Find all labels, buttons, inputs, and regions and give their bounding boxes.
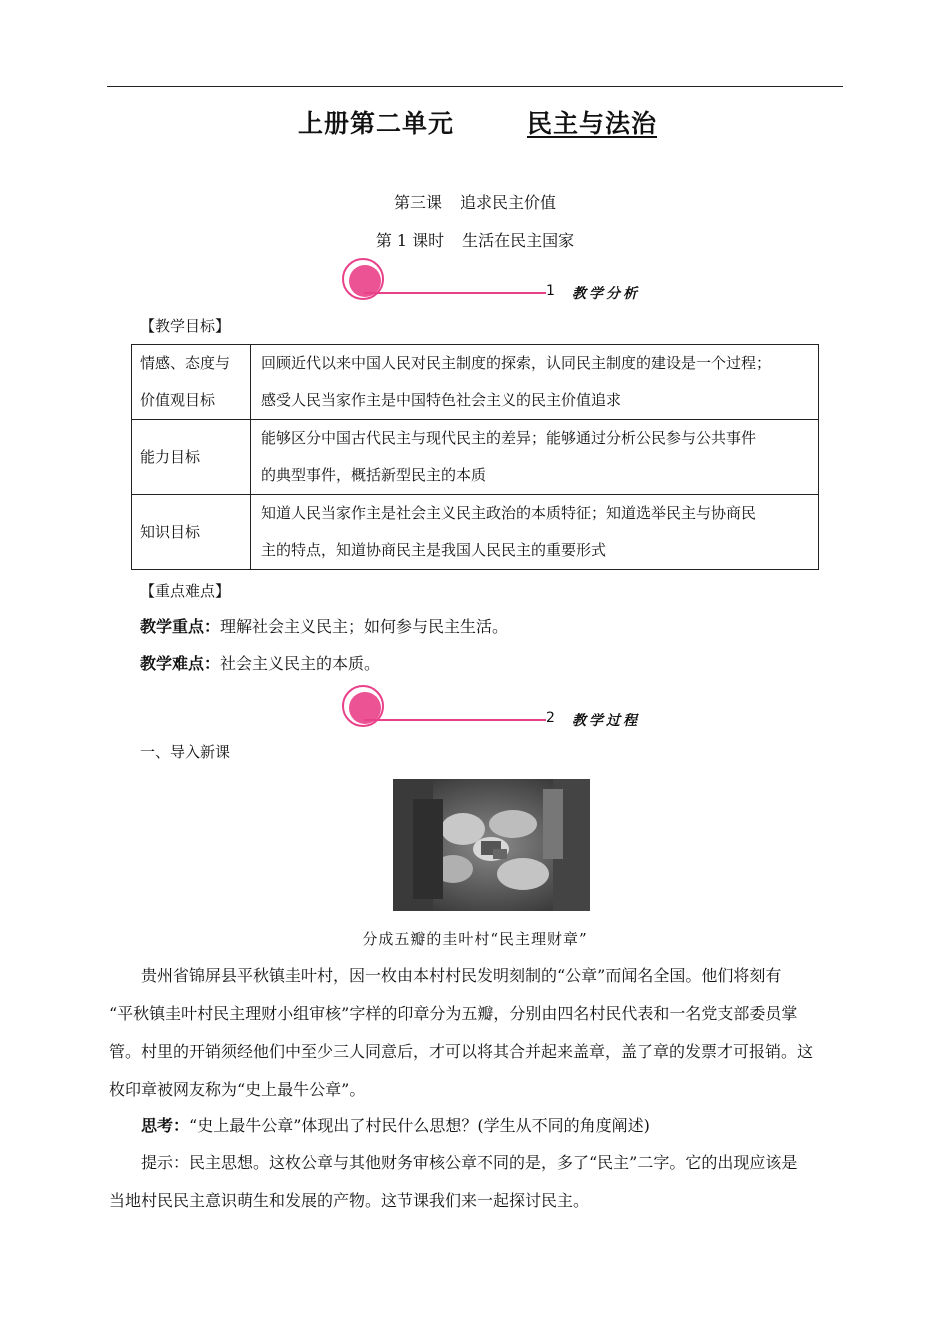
objectives-table <box>131 344 819 570</box>
story-line: “平秋镇圭叶村民主理财小组审核”字样的印章分为五瓣，分别由四名村民代表和一名党支部委员掌 <box>109 1004 798 1023</box>
objective-key <box>132 345 251 420</box>
objective-value <box>251 420 819 495</box>
hint-paragraph <box>109 1144 843 1220</box>
section-number: 1 <box>546 283 555 299</box>
marker-line <box>364 292 546 294</box>
hint-line: 当地村民民主意识萌生和发展的产物。这节课我们来一起探讨民主。 <box>109 1191 590 1210</box>
section-number: 2 <box>546 710 555 726</box>
story-paragraph <box>109 957 843 1109</box>
difficulty-text: 社会主义民主的本质。 <box>220 654 381 673</box>
objective-line: 回顾近代以来中国人民对民主制度的探索，认同民主制度的建设是一个过程； <box>261 354 772 372</box>
unit-name: 上册第二单元 <box>298 109 455 138</box>
difficulty <box>140 645 840 683</box>
objective-line: 感受人民当家作主是中国特色社会主义的民主价值追求 <box>261 391 622 409</box>
seal-photo <box>393 779 590 911</box>
table-row <box>132 495 819 570</box>
lesson-title <box>0 190 950 213</box>
period-title <box>0 228 950 251</box>
objective-line: 的典型事件，概括新型民主的本质 <box>261 466 487 484</box>
objective-line: 知道人民当家作主是社会主义民主政治的本质特征；知道选举民主与协商民 <box>261 504 757 522</box>
objective-value <box>251 495 819 570</box>
objective-key: 能力目标 <box>132 420 251 495</box>
think-text: “史上最牛公章”体现出了村民什么思想？(学生从不同的角度阐述) <box>189 1116 650 1135</box>
story-line: 贵州省锦屏县平秋镇圭叶村，因一枚由本村村民发明刻制的“公章”而闻名全国。他们将刻有 <box>141 966 782 985</box>
period-number: 第 1 课时 <box>375 231 445 250</box>
photo-caption: 分成五瓣的圭叶村“民主理财章” <box>362 930 588 948</box>
unit-topic: 民主与法治 <box>527 109 658 138</box>
think-question <box>141 1107 843 1145</box>
section-label: 教学分析 <box>572 286 640 302</box>
objective-line: 能够区分中国古代民主与现代民主的差异；能够通过分析公民参与公共事件 <box>261 429 757 447</box>
difficulty-label: 教学难点： <box>140 654 221 673</box>
key-points-heading: 【重点难点】 <box>140 582 231 600</box>
objective-key: 知识目标 <box>132 495 251 570</box>
objective-key-line: 情感、态度与 <box>140 354 231 372</box>
objectives-heading: 【教学目标】 <box>140 317 231 335</box>
story-line: 管。村里的开销须经他们中至少三人同意后，才可以将其合并起来盖章，盖了章的发票才可报销。这 <box>109 1042 814 1061</box>
table-row <box>132 345 819 420</box>
story-line: 枚印章被网友称为“史上最牛公章”。 <box>109 1080 366 1099</box>
section-label: 教学过程 <box>572 713 640 729</box>
section-marker-analysis <box>340 256 660 306</box>
think-label: 思考： <box>141 1116 190 1135</box>
objective-value <box>251 345 819 420</box>
lesson-number: 第三课 <box>393 193 442 212</box>
objective-line: 主的特点，知道协商民主是我国人民民主的重要形式 <box>261 541 607 559</box>
key-point-label: 教学重点： <box>140 617 221 636</box>
intro-heading: 一、导入新课 <box>140 743 231 761</box>
hint-line: 提示：民主思想。这枚公章与其他财务审核公章不同的是，多了“民主”二字。它的出现应该是 <box>141 1153 798 1172</box>
key-point <box>140 608 840 646</box>
key-point-text: 理解社会主义民主；如何参与民主生活。 <box>220 617 509 636</box>
objective-key-line: 价值观目标 <box>140 391 216 409</box>
section-marker-process <box>340 683 660 733</box>
table-row <box>132 420 819 495</box>
marker-line <box>364 719 546 721</box>
period-name: 生活在民主国家 <box>462 231 575 250</box>
lesson-name: 追求民主价值 <box>460 193 557 212</box>
top-rule <box>107 86 843 87</box>
